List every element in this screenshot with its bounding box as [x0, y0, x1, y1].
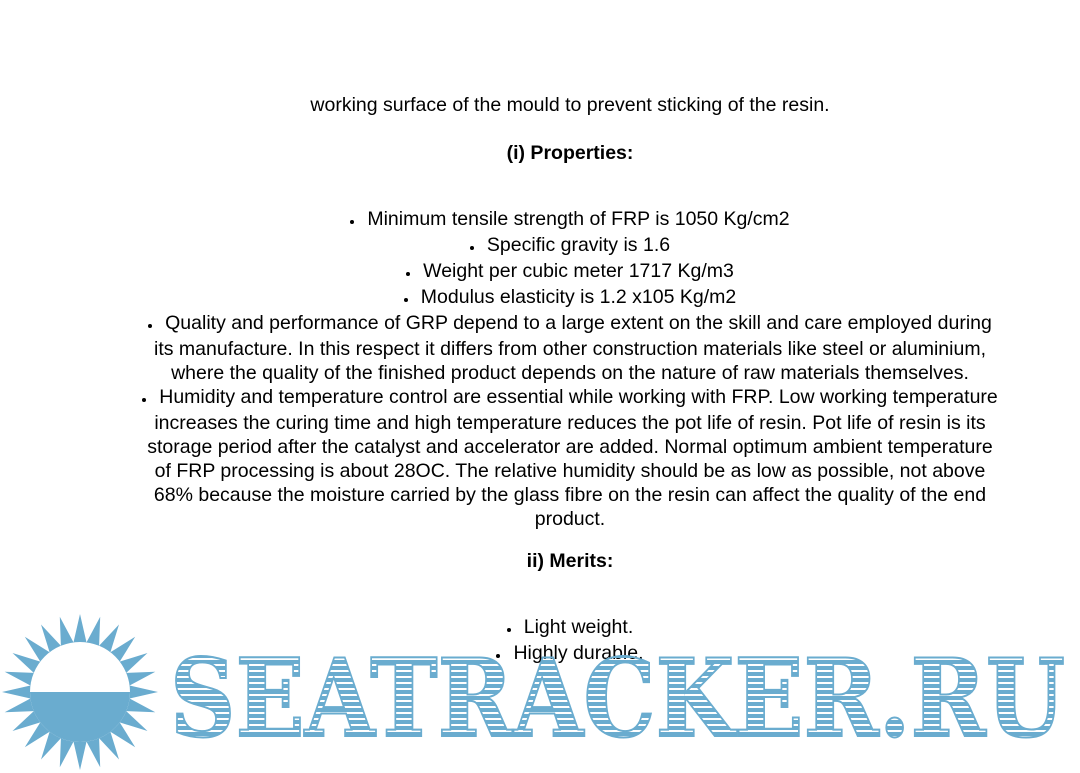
sun-icon — [2, 614, 158, 770]
properties-heading: (i) Properties: — [506, 142, 634, 164]
properties-list — [140, 207, 1000, 531]
merits-list — [140, 615, 1000, 667]
document-body — [140, 93, 1000, 667]
list-item: • Highly durable. — [140, 641, 1000, 667]
list-item: • Specific gravity is 1.6 — [140, 233, 1000, 259]
list-item: • Weight per cubic meter 1717 Kg/m3 — [140, 259, 1000, 285]
intro-paragraph: working surface of the mould to prevent sticking of the resin. — [310, 94, 830, 116]
list-item: • Quality and performance of GRP depend to a large extent on the skill and care employed during its manufacture. In this respect it differs from other construction materials like steel or aluminium, where the quality of the finished product depends on the nature of raw materials themselves. — [140, 311, 1000, 385]
list-item: • Light weight. — [140, 615, 1000, 641]
list-item: • Humidity and temperature control are essential while working with FRP. Low working temperature increases the curing time and high temperature reduces the pot life of resin. Pot life of resin is its storage period after the catalyst and accelerator are added. Normal optimum ambient temperature of FRP processing is about 28OC. The relative humidity should be as low as possible, not above 68% because the moisture carried by the glass fibre on the resin can affect the quality of the end product. — [140, 385, 1000, 531]
watermark-text: SEATRACKER.RU — [170, 636, 1065, 762]
list-item: • Modulus elasticity is 1.2 x105 Kg/m2 — [140, 285, 1000, 311]
list-item: • Minimum tensile strength of FRP is 1050 Kg/cm2 — [140, 207, 1000, 233]
merits-heading: ii) Merits: — [526, 550, 614, 572]
